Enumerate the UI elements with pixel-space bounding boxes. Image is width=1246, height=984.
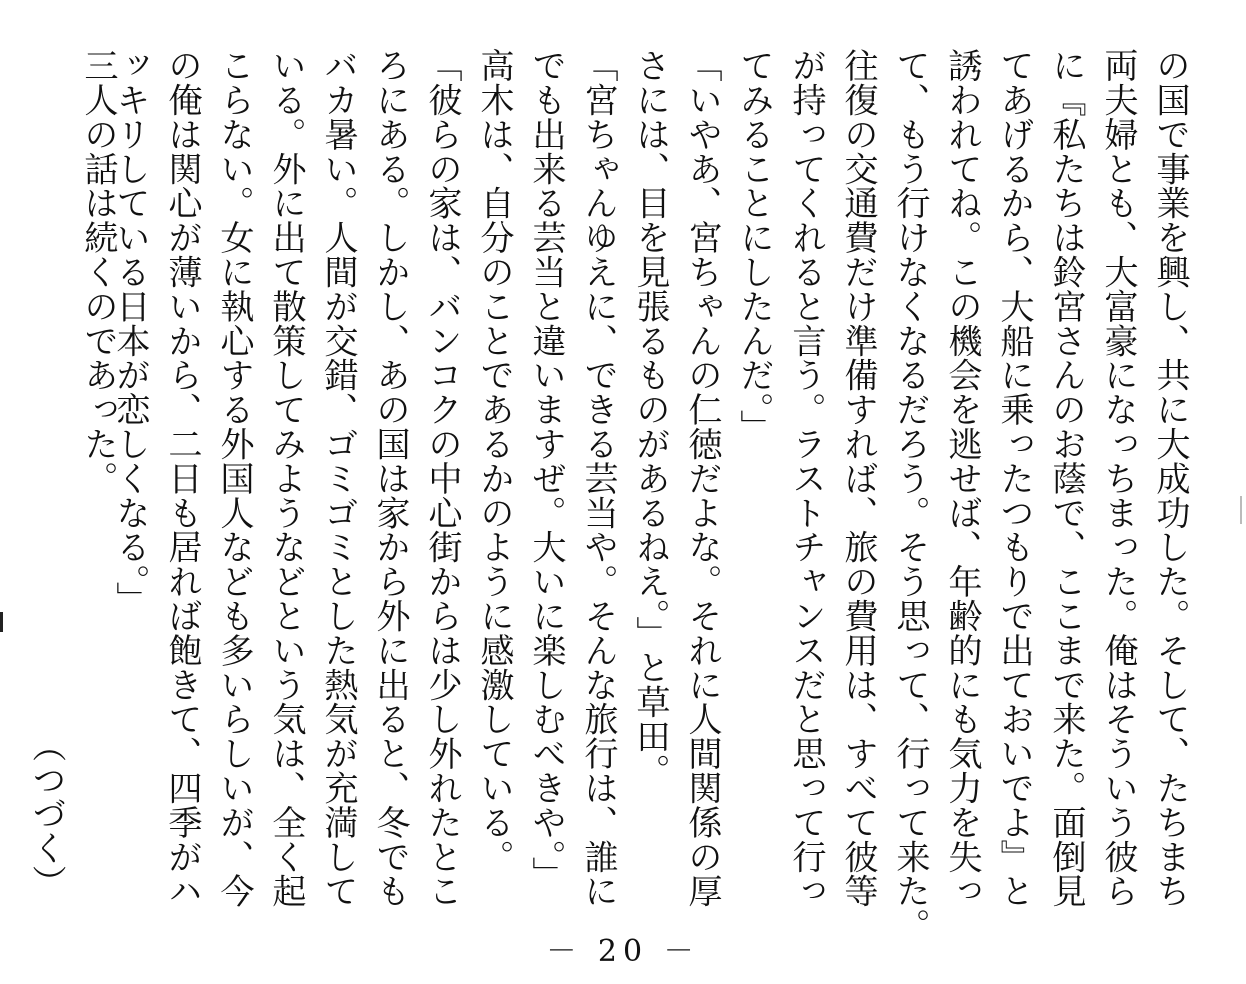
text-column-4: てあげるから、大船に乗ったつもりで出ておいでよ』と: [994, 48, 1034, 908]
text-column-11: さには、目を見張るものがあるねえ。」と草田。: [630, 48, 670, 788]
text-column-19: こらない。女に執心する外国人なども多いらしいが、今: [214, 48, 254, 908]
text-column-18: いる。外に出て散策してみようなどという気は、全く起: [266, 48, 306, 908]
text-column-22: 三人の話は続くのであった。: [78, 48, 118, 496]
text-column-2: 両夫婦とも、大富豪になっちまった。俺はそういう彼ら: [1098, 48, 1138, 908]
text-column-20: の俺は関心が薄いから、二日も居れば飽きて、四季がハ: [162, 48, 202, 908]
edge-mark: [1240, 496, 1242, 524]
page-number: － 20 －: [546, 934, 700, 969]
text-column-14: 高木は、自分のことであるかのように感激している。: [474, 48, 514, 874]
text-column-7: 往復の交通費だけ準備すれば、旅の費用は、すべて彼等: [838, 48, 878, 908]
text-column-17: バカ暑い。人間が交錯、ゴミゴミとした熱気が充満して: [318, 48, 358, 908]
text-column-13: でも出来る芸当と違いますぜ。大いに楽しむべきや。」: [526, 48, 566, 891]
text-column-12: 「宮ちゃんゆえに、できる芸当や。そんな旅行は、誰に: [578, 48, 618, 908]
text-column-6: て、もう行けなくなるだろう。そう思って、行って来た。: [890, 48, 930, 943]
text-column-8: が持ってくれると言う。ラストチャンスだと思って行っ: [786, 48, 826, 908]
text-column-21: ッキリしている日本が恋しくなる。」: [110, 48, 150, 616]
text-column-16: ろにある。しかし、あの国は家から外に出ると、冬でも: [370, 48, 410, 908]
margin-mark: [0, 612, 3, 632]
text-column-3: に『私たちは鈴宮さんのお蔭で、ここまで来た。面倒見: [1046, 48, 1086, 908]
continued-note: （つづく）: [26, 728, 66, 899]
text-column-10: 「いやあ、宮ちゃんの仁徳だよな。それに人間関係の厚: [682, 48, 722, 908]
text-column-1: の国で事業を興し、共に大成功した。そして、たちまち: [1150, 48, 1190, 908]
text-column-9: てみることにしたんだ。」: [734, 48, 774, 444]
text-column-15: 「彼らの家は、バンコクの中心街からは少し外れたとこ: [422, 48, 462, 908]
text-column-5: 誘われてね。この機会を逃せば、年齢的にも気力を失っ: [942, 48, 982, 908]
